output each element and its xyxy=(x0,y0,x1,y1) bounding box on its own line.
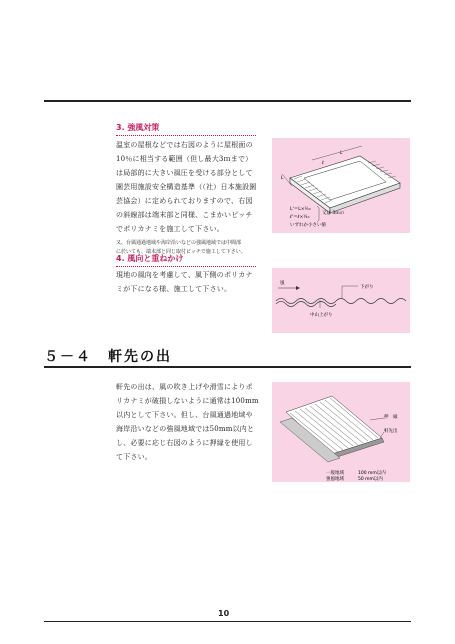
section-3-body xyxy=(116,138,266,236)
section-54-body xyxy=(116,380,268,464)
body-line: 温室の屋根などでは右図のように屋根面の xyxy=(116,141,253,149)
wind-overlap-figure xyxy=(272,268,410,333)
label-nokisaki: 軒先出 xyxy=(384,429,398,434)
page-number: 10 xyxy=(218,609,230,618)
bottom-rule xyxy=(44,621,411,622)
body-line: 芸協会）に定められておりますので、右図 xyxy=(116,197,253,205)
arrow-right-icon xyxy=(296,286,300,290)
body-line: でポリカナミを施工して下さい。 xyxy=(116,225,224,233)
body-line: 現地の風向を考慮して、風下側のポリカナ xyxy=(116,271,253,279)
formula-or: 又は 3ｍの xyxy=(322,211,345,216)
body-line: し、必要に応じ右図のように押縁を使用し xyxy=(116,439,253,447)
chapter-title: ５－４ 軒先の出 xyxy=(44,349,172,365)
top-rule xyxy=(44,100,411,102)
wind-label: 風 xyxy=(280,281,285,286)
upper-label: 中山上がり xyxy=(310,313,333,318)
chapter-rule xyxy=(44,366,411,368)
formula-3: いずれか小さい値 xyxy=(290,223,326,228)
note-line: に於いても、端末部と同じ取付ピッチで施工して下さい。 xyxy=(116,249,246,255)
eaves-diagram xyxy=(272,382,410,482)
body-line: リカナミが破損しないように通常は100mm xyxy=(116,397,259,405)
lower-label: 下がり xyxy=(360,285,374,290)
formula-2: ℓ'＝ℓ×⅒ xyxy=(290,215,310,220)
body-line: 園芸用施設安全構造基準（（社）日本施設園 xyxy=(116,183,257,191)
label-l: ℓ xyxy=(322,161,324,166)
section-4-body xyxy=(116,268,266,296)
row2-value: 50 mm以内 xyxy=(358,477,383,482)
row1-area: 一般地域 xyxy=(326,471,344,476)
body-line: の斜線部は端末部と同様、こまかいピッチ xyxy=(116,211,253,219)
row2-area: 強風地域 xyxy=(326,477,344,482)
section-4-heading: 4. 風向と重ねかけ xyxy=(116,253,256,267)
section-3-heading: 3. 強風対策 xyxy=(116,122,256,136)
body-line: 以内として下さい。但し、台風通過地域や xyxy=(116,411,253,419)
label-L-side: L xyxy=(281,176,284,181)
formula-1: L'＝L×⅒ xyxy=(290,207,311,212)
body-line: ミが下になる様、施工して下さい。 xyxy=(116,285,232,293)
label-oshibuchi: 押 縁 xyxy=(384,415,398,420)
eaves-figure xyxy=(272,382,410,482)
body-line: て下さい。 xyxy=(116,453,152,461)
body-line: 10％に相当する範囲（但し最大3ｍまで） xyxy=(116,155,253,163)
label-L: L xyxy=(340,151,343,156)
roof-wind-figure xyxy=(272,138,410,233)
roof-diagram xyxy=(272,138,410,233)
body-line: 軒先の出は、風の吹き上げや滑雪によりポ xyxy=(116,383,253,391)
note-line: 又、台風通過地域や海岸沿いなどの強風地域では中間部 xyxy=(116,240,242,246)
wind-diagram xyxy=(272,268,410,333)
row1-value: 100 mm以内 xyxy=(358,471,386,476)
body-line: は局部的に大きい風圧を受ける部分として xyxy=(116,169,253,177)
body-line: 海岸沿いなどの強風地域では50mm以内と xyxy=(116,425,255,433)
